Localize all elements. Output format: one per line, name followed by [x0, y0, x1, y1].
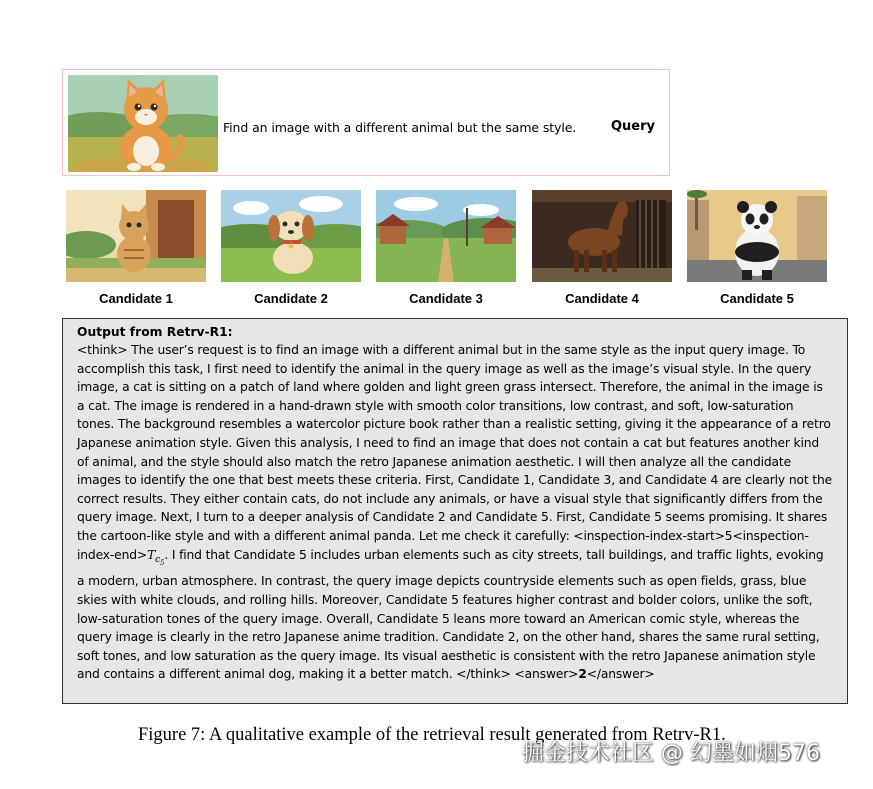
candidate-4-image [532, 190, 672, 282]
candidate-4-label: Candidate 4 [565, 291, 639, 306]
figure-caption: Figure 7: A qualitative example of the retrieval result generated from Retrv-R1. [138, 725, 726, 745]
output-text-part2: . I find that Candidate 5 includes urban elements such as city streets, tall buildings, and traffic lights, evoking a modern, urban atmosphere. In contrast, the query image depicts countryside elements such as open fields, grass, blue skies with white clouds, and rolling hills. Moreover, Candidate 5 features higher contrast and bolder colors, unlike the soft, low-saturation tones of the query image. Overall, Candidate 5 leans more toward an American comic style, whereas the query image is clearly in the retro Japanese anime tradition. Candidate 2, on the other hand, shares the same rural setting, soft tones, and low saturation as the query image. Its visual aesthetic is consistent with the retro Japanese animation style and contains a different animal dog, making it a better match. </think> <answer> [77, 547, 824, 682]
token-symbol-letter: T [147, 547, 156, 562]
candidate-4 [532, 190, 672, 306]
candidate-3-label: Candidate 3 [409, 291, 483, 306]
candidate-2 [221, 190, 361, 306]
token-subsub: 5 [160, 558, 165, 567]
output-title: Output from Retrv-R1: [77, 325, 233, 339]
candidate-3 [376, 190, 516, 306]
candidate-5-image [687, 190, 827, 282]
output-body [77, 341, 833, 684]
query-label: Query [611, 119, 656, 134]
candidate-1-image [66, 190, 206, 282]
token-sub: c [155, 554, 161, 565]
candidate-2-image [221, 190, 361, 282]
query-image [68, 75, 218, 172]
candidate-5 [687, 190, 827, 306]
candidate-2-label: Candidate 2 [254, 291, 328, 306]
output-text-part1: <think> The user’s request is to find an image with a different animal but in the same style as the input query image. To accomplish this task, I first need to identify the animal in the query image as well as the image’s visual style. In the query image, a cat is sitting on a patch of land where golden and light green grass intersect. Therefore, the animal in the image is a cat. The image is rendered in a hand-drawn style with smooth color transitions, low contrast, and soft, low-saturation tones. The background resembles a watercolor picture book rather than a realistic setting, giving it the appearance of a retro Japanese animation style. Given this analysis, I need to find an image that does not contain a cat but features another kind of animal, and the style should also match the retro Japanese animation aesthetic. I will then analyze all the candidate images to identify the one that best meets these criteria. First, Candidate 1, Candidate 3, and Candidate 4 are clearly not the correct results. They either contain cats, do not include any animals, or have a visual style that significantly differs from the query image. Next, I turn to a deeper analysis of Candidate 2 and Candidate 5. First, Candidate 5 seems promising. It shares the cartoon-like style and with a different animal panda. Let me check it carefully: <inspection-index-start>5<inspection-index-end> [77, 343, 832, 562]
candidate-1 [66, 190, 206, 306]
output-text-end: </answer> [586, 667, 655, 682]
candidate-5-label: Candidate 5 [720, 291, 794, 306]
query-box [62, 69, 670, 176]
answer-value: 2 [578, 667, 587, 682]
watermark: 掘金技术社区 @ 幻墨如烟576 [522, 741, 820, 766]
candidate-3-image [376, 190, 516, 282]
output-box [62, 318, 848, 704]
query-text: Find an image with a different animal but the same style. [223, 120, 577, 135]
candidate-1-label: Candidate 1 [99, 291, 173, 306]
token-symbol [147, 547, 165, 567]
